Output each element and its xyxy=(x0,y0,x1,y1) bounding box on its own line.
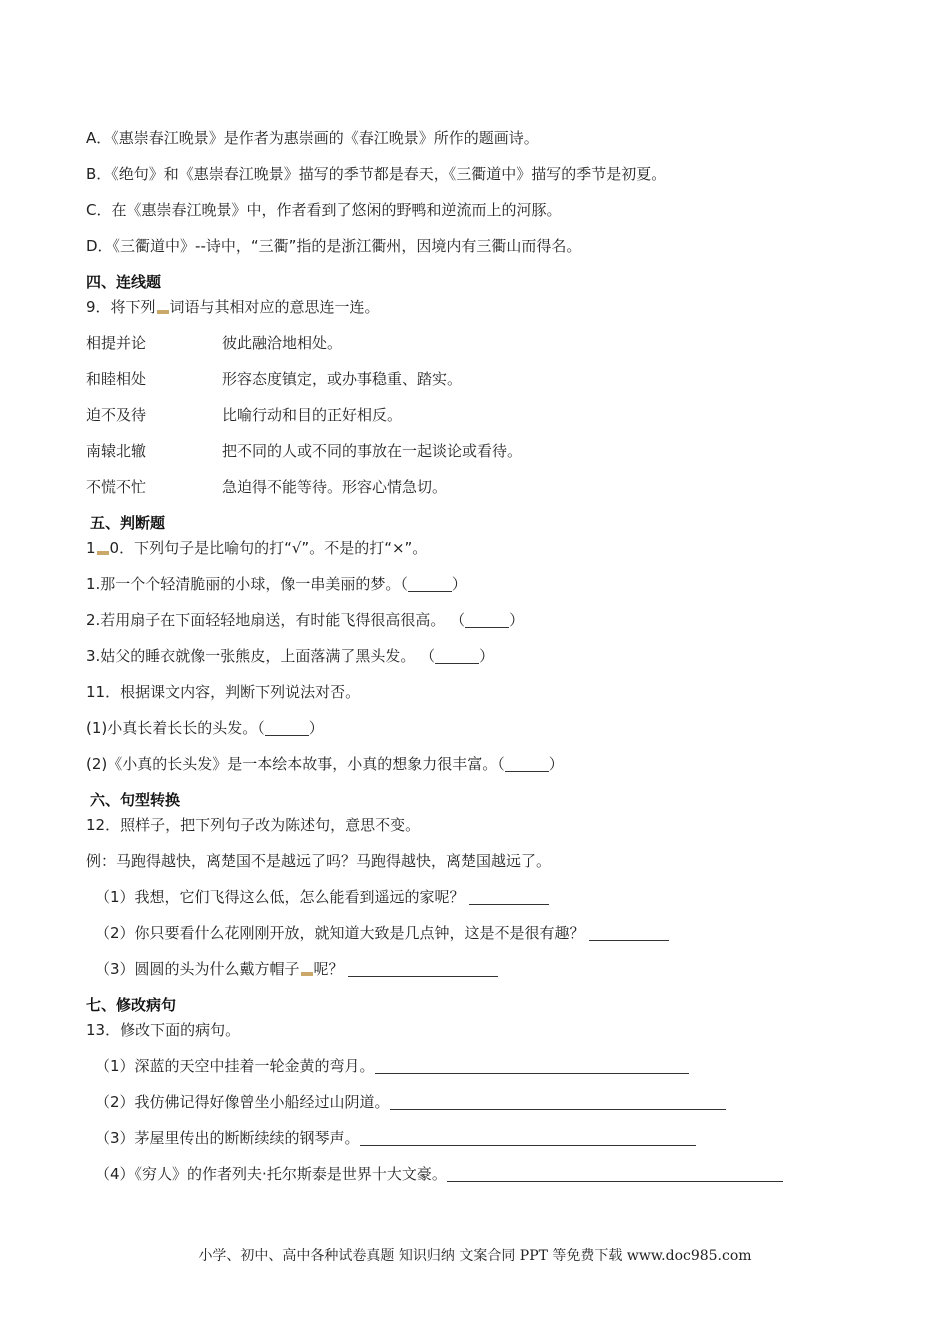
convert-item-1-text: （1）我想，它们飞得这么低，怎么能看到遥远的家呢？ xyxy=(95,888,465,906)
question-9-text-b: 词语与其相对应的意思连一连。 xyxy=(169,298,380,316)
convert-item-3-text-b: 呢？ xyxy=(313,960,344,978)
option-b: B．《绝句》和《惠崇春江晚景》描写的季节都是春天，《三衢道中》描写的季节是初夏。 xyxy=(86,165,667,183)
word-5: 不慌不忙 xyxy=(86,478,147,496)
judge-item-11-1-text: (1)小真长着长长的头发。（ xyxy=(86,719,265,737)
answer-line[interactable] xyxy=(375,1059,689,1074)
section-4-title: 四、连线题 xyxy=(86,273,162,291)
convert-item-1 xyxy=(95,887,549,907)
fix-item-2-text: （2）我仿佛记得好像曾坐小船经过山阴道。 xyxy=(95,1093,390,1111)
page-footer: 小学、初中、高中各种试卷真题 知识归纳 文案合同 PPT 等免费下载 www.doc985.com xyxy=(198,1248,752,1264)
question-9-text-a: 9．将下列 xyxy=(86,298,156,316)
answer-line[interactable] xyxy=(447,1167,783,1182)
option-d: D．《三衢道中》--诗中，“三衢”指的是浙江衢州，因境内有三衢山而得名。 xyxy=(86,237,582,255)
fix-item-3 xyxy=(95,1128,696,1148)
question-11: 11．根据课文内容，判断下列说法对否。 xyxy=(86,683,361,701)
example-sentence: 例：马跑得越快，离楚国不是越远了吗？马跑得越快，离楚国越远了。 xyxy=(86,852,552,870)
answer-blank[interactable] xyxy=(465,613,509,628)
judge-item-1-text: 1.那一个个轻清脆丽的小球，像一串美丽的梦。（ xyxy=(86,575,408,593)
question-10-text-a: 1 xyxy=(86,539,96,557)
fix-item-1-text: （1）深蓝的天空中挂着一轮金黄的弯月。 xyxy=(95,1057,375,1075)
fix-item-1 xyxy=(95,1056,689,1076)
close-paren: ） xyxy=(451,575,467,593)
judge-item-3-text: 3.姑父的睡衣就像一张熊皮，上面落满了黑头发。 （ xyxy=(86,647,436,665)
question-13: 13．修改下面的病句。 xyxy=(86,1021,241,1039)
answer-line[interactable] xyxy=(348,962,498,977)
answer-blank[interactable] xyxy=(435,649,479,664)
fix-item-4 xyxy=(95,1164,783,1184)
fix-item-4-text: （4）《穷人》的作者列夫·托尔斯泰是世界十大文豪。 xyxy=(95,1165,447,1183)
meaning-5: 急迫得不能等待。形容心情急切。 xyxy=(222,478,448,496)
close-paren: ） xyxy=(308,719,324,737)
answer-blank[interactable] xyxy=(505,757,549,772)
convert-item-2 xyxy=(95,923,669,943)
judge-item-2 xyxy=(86,610,524,630)
option-a: A．《惠崇春江晚景》是作者为惠崇画的《春江晚景》所作的题画诗。 xyxy=(86,129,539,147)
judge-item-11-2 xyxy=(86,754,564,774)
judge-item-1 xyxy=(86,574,467,594)
meaning-3: 比喻行动和目的正好相反。 xyxy=(222,406,403,424)
convert-item-3 xyxy=(95,959,498,979)
close-paren: ） xyxy=(509,611,525,629)
convert-item-3-text-a: （3）圆圆的头为什么戴方帽子 xyxy=(95,960,300,978)
meaning-4: 把不同的人或不同的事放在一起谈论或看待。 xyxy=(222,442,523,460)
section-5-title: 五、判断题 xyxy=(90,514,166,532)
answer-line[interactable] xyxy=(589,926,669,941)
word-4: 南辕北辙 xyxy=(86,442,147,460)
question-12: 12．照样子，把下列句子改为陈述句，意思不变。 xyxy=(86,816,421,834)
highlight-mark xyxy=(97,551,109,555)
close-paren: ） xyxy=(548,755,564,773)
question-10-text-b: 0．下列句子是比喻句的打“√”。不是的打“×”。 xyxy=(109,539,428,557)
word-1: 相提并论 xyxy=(86,334,147,352)
judge-item-11-1 xyxy=(86,718,324,738)
word-3: 迫不及待 xyxy=(86,406,147,424)
fix-item-2 xyxy=(95,1092,726,1112)
answer-blank[interactable] xyxy=(265,721,309,736)
meaning-1: 彼此融洽地相处。 xyxy=(222,334,343,352)
judge-item-2-text: 2.若用扇子在下面轻轻地扇送，有时能飞得很高很高。 （ xyxy=(86,611,466,629)
word-2: 和睦相处 xyxy=(86,370,147,388)
option-c: C．在《惠崇春江晚景》中，作者看到了悠闲的野鸭和逆流而上的河豚。 xyxy=(86,201,562,219)
close-paren: ） xyxy=(479,647,495,665)
fix-item-3-text: （3）茅屋里传出的断断续续的钢琴声。 xyxy=(95,1129,360,1147)
meaning-2: 形容态度镇定，或办事稳重、踏实。 xyxy=(222,370,463,388)
answer-line[interactable] xyxy=(360,1131,696,1146)
answer-blank[interactable] xyxy=(408,577,452,592)
judge-item-11-2-text: (2)《小真的长头发》是一本绘本故事，小真的想象力很丰富。（ xyxy=(86,755,505,773)
question-9 xyxy=(86,297,380,317)
convert-item-2-text: （2）你只要看什么花刚刚开放，就知道大致是几点钟，这是不是很有趣？ xyxy=(95,924,585,942)
answer-line[interactable] xyxy=(469,890,549,905)
question-10 xyxy=(86,538,427,558)
judge-item-3 xyxy=(86,646,494,666)
answer-line[interactable] xyxy=(390,1095,726,1110)
highlight-mark xyxy=(157,310,169,314)
section-6-title: 六、句型转换 xyxy=(90,791,181,809)
highlight-mark xyxy=(301,972,313,976)
section-7-title: 七、修改病句 xyxy=(86,996,177,1014)
